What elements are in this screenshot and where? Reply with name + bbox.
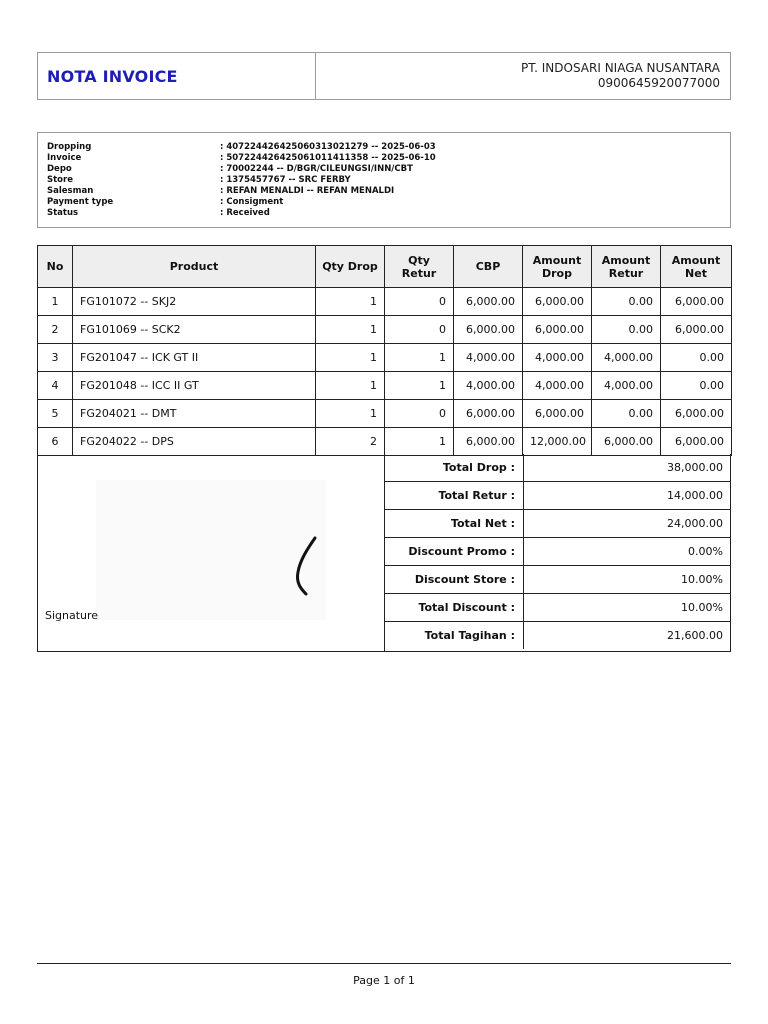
total-tagihan-row bbox=[385, 622, 731, 650]
info-row-dropping bbox=[47, 142, 730, 153]
company-name: PT. INDOSARI NIAGA NUSANTARA bbox=[520, 61, 720, 75]
row-number: 6 bbox=[38, 428, 73, 456]
info-value: : 40722442642506031302127​9 -- 2025-06-03 bbox=[220, 142, 436, 152]
total-label: Total Discount : bbox=[385, 594, 524, 622]
info-row-invoice bbox=[47, 153, 730, 164]
amount-retur-cell: 0.00 bbox=[592, 316, 661, 344]
total-discount-row bbox=[385, 594, 731, 622]
product-cell: FG101072 -- SKJ2 bbox=[73, 288, 316, 316]
qty-drop-cell: 1 bbox=[316, 344, 385, 372]
cbp-cell: 4,000.00 bbox=[454, 344, 523, 372]
invoice-info bbox=[37, 132, 731, 228]
signature-area bbox=[38, 454, 385, 651]
qty-drop-cell: 1 bbox=[316, 316, 385, 344]
amount-net-cell: 6,000.00 bbox=[661, 288, 732, 316]
total-value: 10.00% bbox=[524, 594, 732, 622]
info-value: : 507224426425061011411358 -- 2025-06-10 bbox=[220, 153, 436, 163]
totals-table bbox=[385, 454, 731, 649]
discount-store-row bbox=[385, 566, 731, 594]
total-value: 38,000.00 bbox=[524, 454, 732, 482]
total-value: 10.00% bbox=[524, 566, 732, 594]
product-cell: FG201048 -- ICC II GT bbox=[73, 372, 316, 400]
info-label: Status bbox=[47, 208, 79, 218]
table-row bbox=[38, 288, 732, 316]
amount-retur-cell: 0.00 bbox=[592, 400, 661, 428]
column-header: No bbox=[38, 246, 73, 288]
total-label: Discount Store : bbox=[385, 566, 524, 594]
column-header bbox=[592, 246, 661, 288]
amount-drop-cell: 12,000.00 bbox=[523, 428, 592, 456]
row-number: 1 bbox=[38, 288, 73, 316]
total-label: Discount Promo : bbox=[385, 538, 524, 566]
info-row-status bbox=[47, 208, 730, 219]
amount-drop-cell: 4,000.00 bbox=[523, 372, 592, 400]
amount-net-cell: 6,000.00 bbox=[661, 316, 732, 344]
amount-net-cell: 0.00 bbox=[661, 372, 732, 400]
info-label: Salesman bbox=[47, 186, 94, 196]
info-label: Payment type bbox=[47, 197, 114, 207]
footer-divider bbox=[37, 963, 731, 964]
total-value: 14,000.00 bbox=[524, 482, 732, 510]
total-value: 0.00% bbox=[524, 538, 732, 566]
qty-retur-cell: 1 bbox=[385, 344, 454, 372]
amount-net-cell: 6,000.00 bbox=[661, 428, 732, 456]
column-header bbox=[661, 246, 732, 288]
qty-drop-cell: 1 bbox=[316, 372, 385, 400]
summary-section bbox=[37, 454, 731, 652]
product-cell: FG101069 -- SCK2 bbox=[73, 316, 316, 344]
info-value: : Received bbox=[220, 208, 270, 218]
info-value: : Consigment bbox=[220, 197, 284, 207]
column-header-text: Qty Retur bbox=[401, 253, 437, 280]
qty-drop-cell: 1 bbox=[316, 400, 385, 428]
qty-retur-cell: 0 bbox=[385, 288, 454, 316]
total-label: Total Net : bbox=[385, 510, 524, 538]
table-row bbox=[38, 372, 732, 400]
info-row-salesman bbox=[47, 186, 730, 197]
amount-drop-cell: 6,000.00 bbox=[523, 288, 592, 316]
amount-net-cell: 6,000.00 bbox=[661, 400, 732, 428]
amount-drop-cell: 6,000.00 bbox=[523, 400, 592, 428]
amount-retur-cell: 0.00 bbox=[592, 288, 661, 316]
cbp-cell: 6,000.00 bbox=[454, 316, 523, 344]
column-header: CBP bbox=[454, 246, 523, 288]
row-number: 4 bbox=[38, 372, 73, 400]
amount-drop-cell: 6,000.00 bbox=[523, 316, 592, 344]
qty-retur-cell: 0 bbox=[385, 316, 454, 344]
signature-image bbox=[96, 480, 326, 620]
column-header: Qty Drop bbox=[316, 246, 385, 288]
title-cell bbox=[38, 53, 316, 99]
company-code: 0900645920077000 bbox=[597, 76, 720, 90]
column-header: Product bbox=[73, 246, 316, 288]
info-value: : 70002244 -- D/BGR/CILEUNGSI/INN/CBT bbox=[220, 164, 413, 174]
qty-drop-cell: 1 bbox=[316, 288, 385, 316]
page-number: Page 1 of 1 bbox=[353, 974, 415, 987]
total-value: 21,600.00 bbox=[667, 629, 723, 642]
total-label: Total Retur : bbox=[385, 482, 524, 510]
info-value: : 1375457767 -- SRC FERBY bbox=[220, 175, 351, 185]
signature-label: Signature bbox=[45, 609, 99, 622]
info-row-payment-type bbox=[47, 197, 730, 208]
column-header-text: Amount Net bbox=[671, 253, 721, 280]
amount-drop-cell: 4,000.00 bbox=[523, 344, 592, 372]
invoice-header bbox=[37, 52, 731, 100]
table-row bbox=[38, 400, 732, 428]
total-value: 24,000.00 bbox=[524, 510, 732, 538]
qty-retur-cell: 0 bbox=[385, 400, 454, 428]
table-row bbox=[38, 344, 732, 372]
info-label: Depo bbox=[47, 164, 72, 174]
info-label: Store bbox=[47, 175, 73, 185]
total-drop-row bbox=[385, 454, 731, 482]
discount-promo-row bbox=[385, 538, 731, 566]
column-header bbox=[523, 246, 592, 288]
info-label: Invoice bbox=[47, 153, 82, 163]
product-cell: FG201047 -- ICK GT II bbox=[73, 344, 316, 372]
cbp-cell: 6,000.00 bbox=[454, 428, 523, 456]
company-cell bbox=[316, 53, 730, 99]
product-cell: FG204022 -- DPS bbox=[73, 428, 316, 456]
amount-retur-cell: 4,000.00 bbox=[592, 372, 661, 400]
amount-retur-cell: 4,000.00 bbox=[592, 344, 661, 372]
product-cell: FG204021 -- DMT bbox=[73, 400, 316, 428]
cbp-cell: 6,000.00 bbox=[454, 288, 523, 316]
total-retur-row bbox=[385, 482, 731, 510]
document-title: NOTA INVOICE bbox=[47, 66, 178, 86]
info-label: Dropping bbox=[47, 142, 92, 152]
table-row bbox=[38, 428, 732, 456]
info-row-store bbox=[47, 175, 730, 186]
amount-retur-cell: 6,000.00 bbox=[592, 428, 661, 456]
column-header bbox=[385, 246, 454, 288]
amount-net-cell: 0.00 bbox=[661, 344, 732, 372]
cbp-cell: 6,000.00 bbox=[454, 400, 523, 428]
cbp-cell: 4,000.00 bbox=[454, 372, 523, 400]
total-label: Total Tagihan : bbox=[385, 622, 524, 650]
row-number: 3 bbox=[38, 344, 73, 372]
column-header-text: Amount Drop bbox=[532, 253, 582, 280]
qty-retur-cell: 1 bbox=[385, 428, 454, 456]
total-net-row bbox=[385, 510, 731, 538]
table-row bbox=[38, 316, 732, 344]
table-header-row bbox=[38, 246, 732, 288]
row-number: 5 bbox=[38, 400, 73, 428]
row-number: 2 bbox=[38, 316, 73, 344]
items-table bbox=[37, 245, 732, 456]
column-header-text: Amount Retur bbox=[601, 253, 651, 280]
qty-drop-cell: 2 bbox=[316, 428, 385, 456]
total-label: Total Drop : bbox=[385, 454, 524, 482]
info-value: : REFAN MENALDI -- REFAN MENALDI bbox=[220, 186, 395, 196]
qty-retur-cell: 1 bbox=[385, 372, 454, 400]
info-row-depo bbox=[47, 164, 730, 175]
